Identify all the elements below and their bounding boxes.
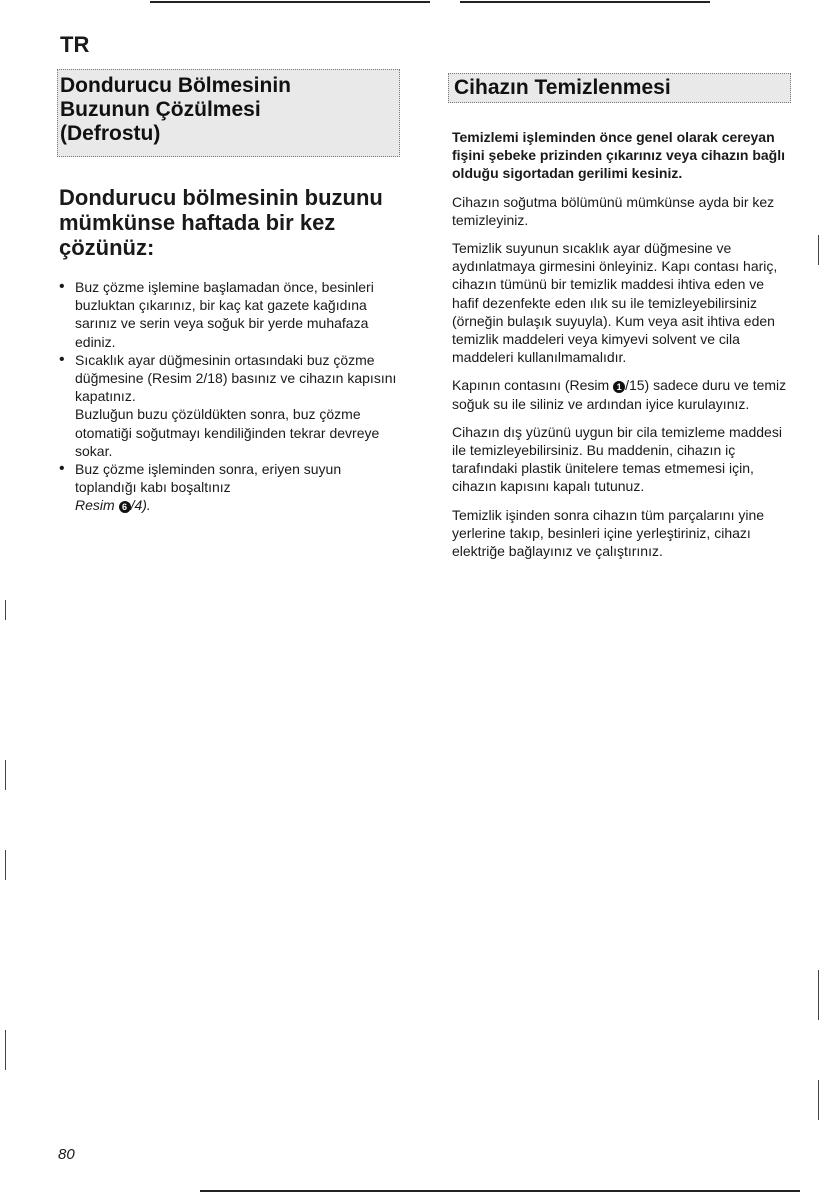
section-title-line: (Defrostu) <box>60 122 161 145</box>
margin-tick <box>5 760 6 790</box>
list-item: • Buz çözme işleminden sonra, eriyen suyun toplandığı kabı boşaltınız Resim 6 /4). <box>59 460 399 515</box>
safety-instruction: Temizlemi işleminden önce genel olarak cereyan fişini şebeke prizinden çıkarınız veya cihazın bağlı olduğu sigortadan gerilimi kesiniz. <box>452 129 786 182</box>
bottom-rule <box>200 1190 800 1192</box>
paragraph: Cihazın soğutma bölümünü mümkünse ayda bir kez temizleyiniz. <box>452 193 775 228</box>
paragraph: Temizlik işinden sonra cihazın tüm parçalarını yine yerlerine takıp, besinleri içine yerleştiriniz, cihazı elektriğe bağlayınız ve çalıştırınız. <box>452 506 765 560</box>
margin-tick <box>5 600 6 620</box>
subheading: Dondurucu bölmesinin buzunu mümkünse haftada bir kez çözünüz: <box>59 185 383 260</box>
figure-number-badge: 1 <box>613 381 625 393</box>
section-title-line: Dondurucu Bölmesinin <box>60 74 291 97</box>
paragraph: Temizlik suyunun sıcaklık ayar düğmesine ve aydınlatmaya girmesini önleyiniz. Kapı contası hariç, cihazın tümünü bir temizlik maddesi ihtiva eden ve hafif dezenfekte eden ılık su ile temizleyebilirsiniz (örneğin bulaşık suyuyla). Kum veya asit ihtiva eden temizlik maddeleri veya kimyevi solvent ve cila maddeleri kullanılmamalıdır. <box>452 240 778 366</box>
figure-ref: Resim 6 /4). <box>75 497 151 514</box>
top-rule <box>150 1 430 3</box>
margin-tick <box>818 235 819 265</box>
margin-tick <box>818 1080 819 1120</box>
list-item: • Sıcaklık ayar düğmesinin ortasındaki buz çözme düğmesine (Resim 2/18) basınız ve cihazın kapısını kapatınız. Buzluğun buzu çözüldükten sonra, buz çözme otomatiği soğutmayı kendiliğinden tekrar devreye sokar. <box>59 351 399 460</box>
figure-number-badge: 6 <box>119 501 131 513</box>
section-title-defrost <box>57 69 400 157</box>
right-column <box>452 128 792 570</box>
margin-tick <box>5 1030 6 1070</box>
defrost-steps <box>59 278 399 515</box>
paragraph: Kapının contasını (Resim 1 /15) sadece duru ve temiz soğuk su ile siliniz ve ardından iyice kurulayınız. <box>452 377 787 412</box>
page-number: 80 <box>58 1146 75 1163</box>
margin-tick <box>5 850 6 880</box>
language-tag: TR <box>60 32 90 57</box>
paragraph: Cihazın dış yüzünü uygun bir cila temizleme maddesi ile temizleyebilirsiniz. Bu maddenin, cihazın iç tarafındaki plastik ünitelere temas etmemesi için, cihazın kapısını kapalı tutunuz. <box>452 423 782 495</box>
margin-tick <box>818 970 819 1020</box>
section-title-line: Buzunun Çözülmesi <box>60 98 261 121</box>
list-item-note: Buzluğun buzu çözüldükten sonra, buz çözme otomatiği soğutmayı kendiliğinden tekrar devreye sokar. <box>75 406 380 459</box>
list-item: • Buz çözme işlemine başlamadan önce, besinleri buzluktan çıkarınız, bir kaç kat gazete kağıdına sarınız ve serin veya soğuk bir yerde muhafaza ediniz. <box>59 278 399 351</box>
top-rule-2 <box>460 1 710 3</box>
left-column <box>59 185 399 515</box>
section-title-cleaning: Cihazın Temizlenmesi <box>448 73 791 103</box>
